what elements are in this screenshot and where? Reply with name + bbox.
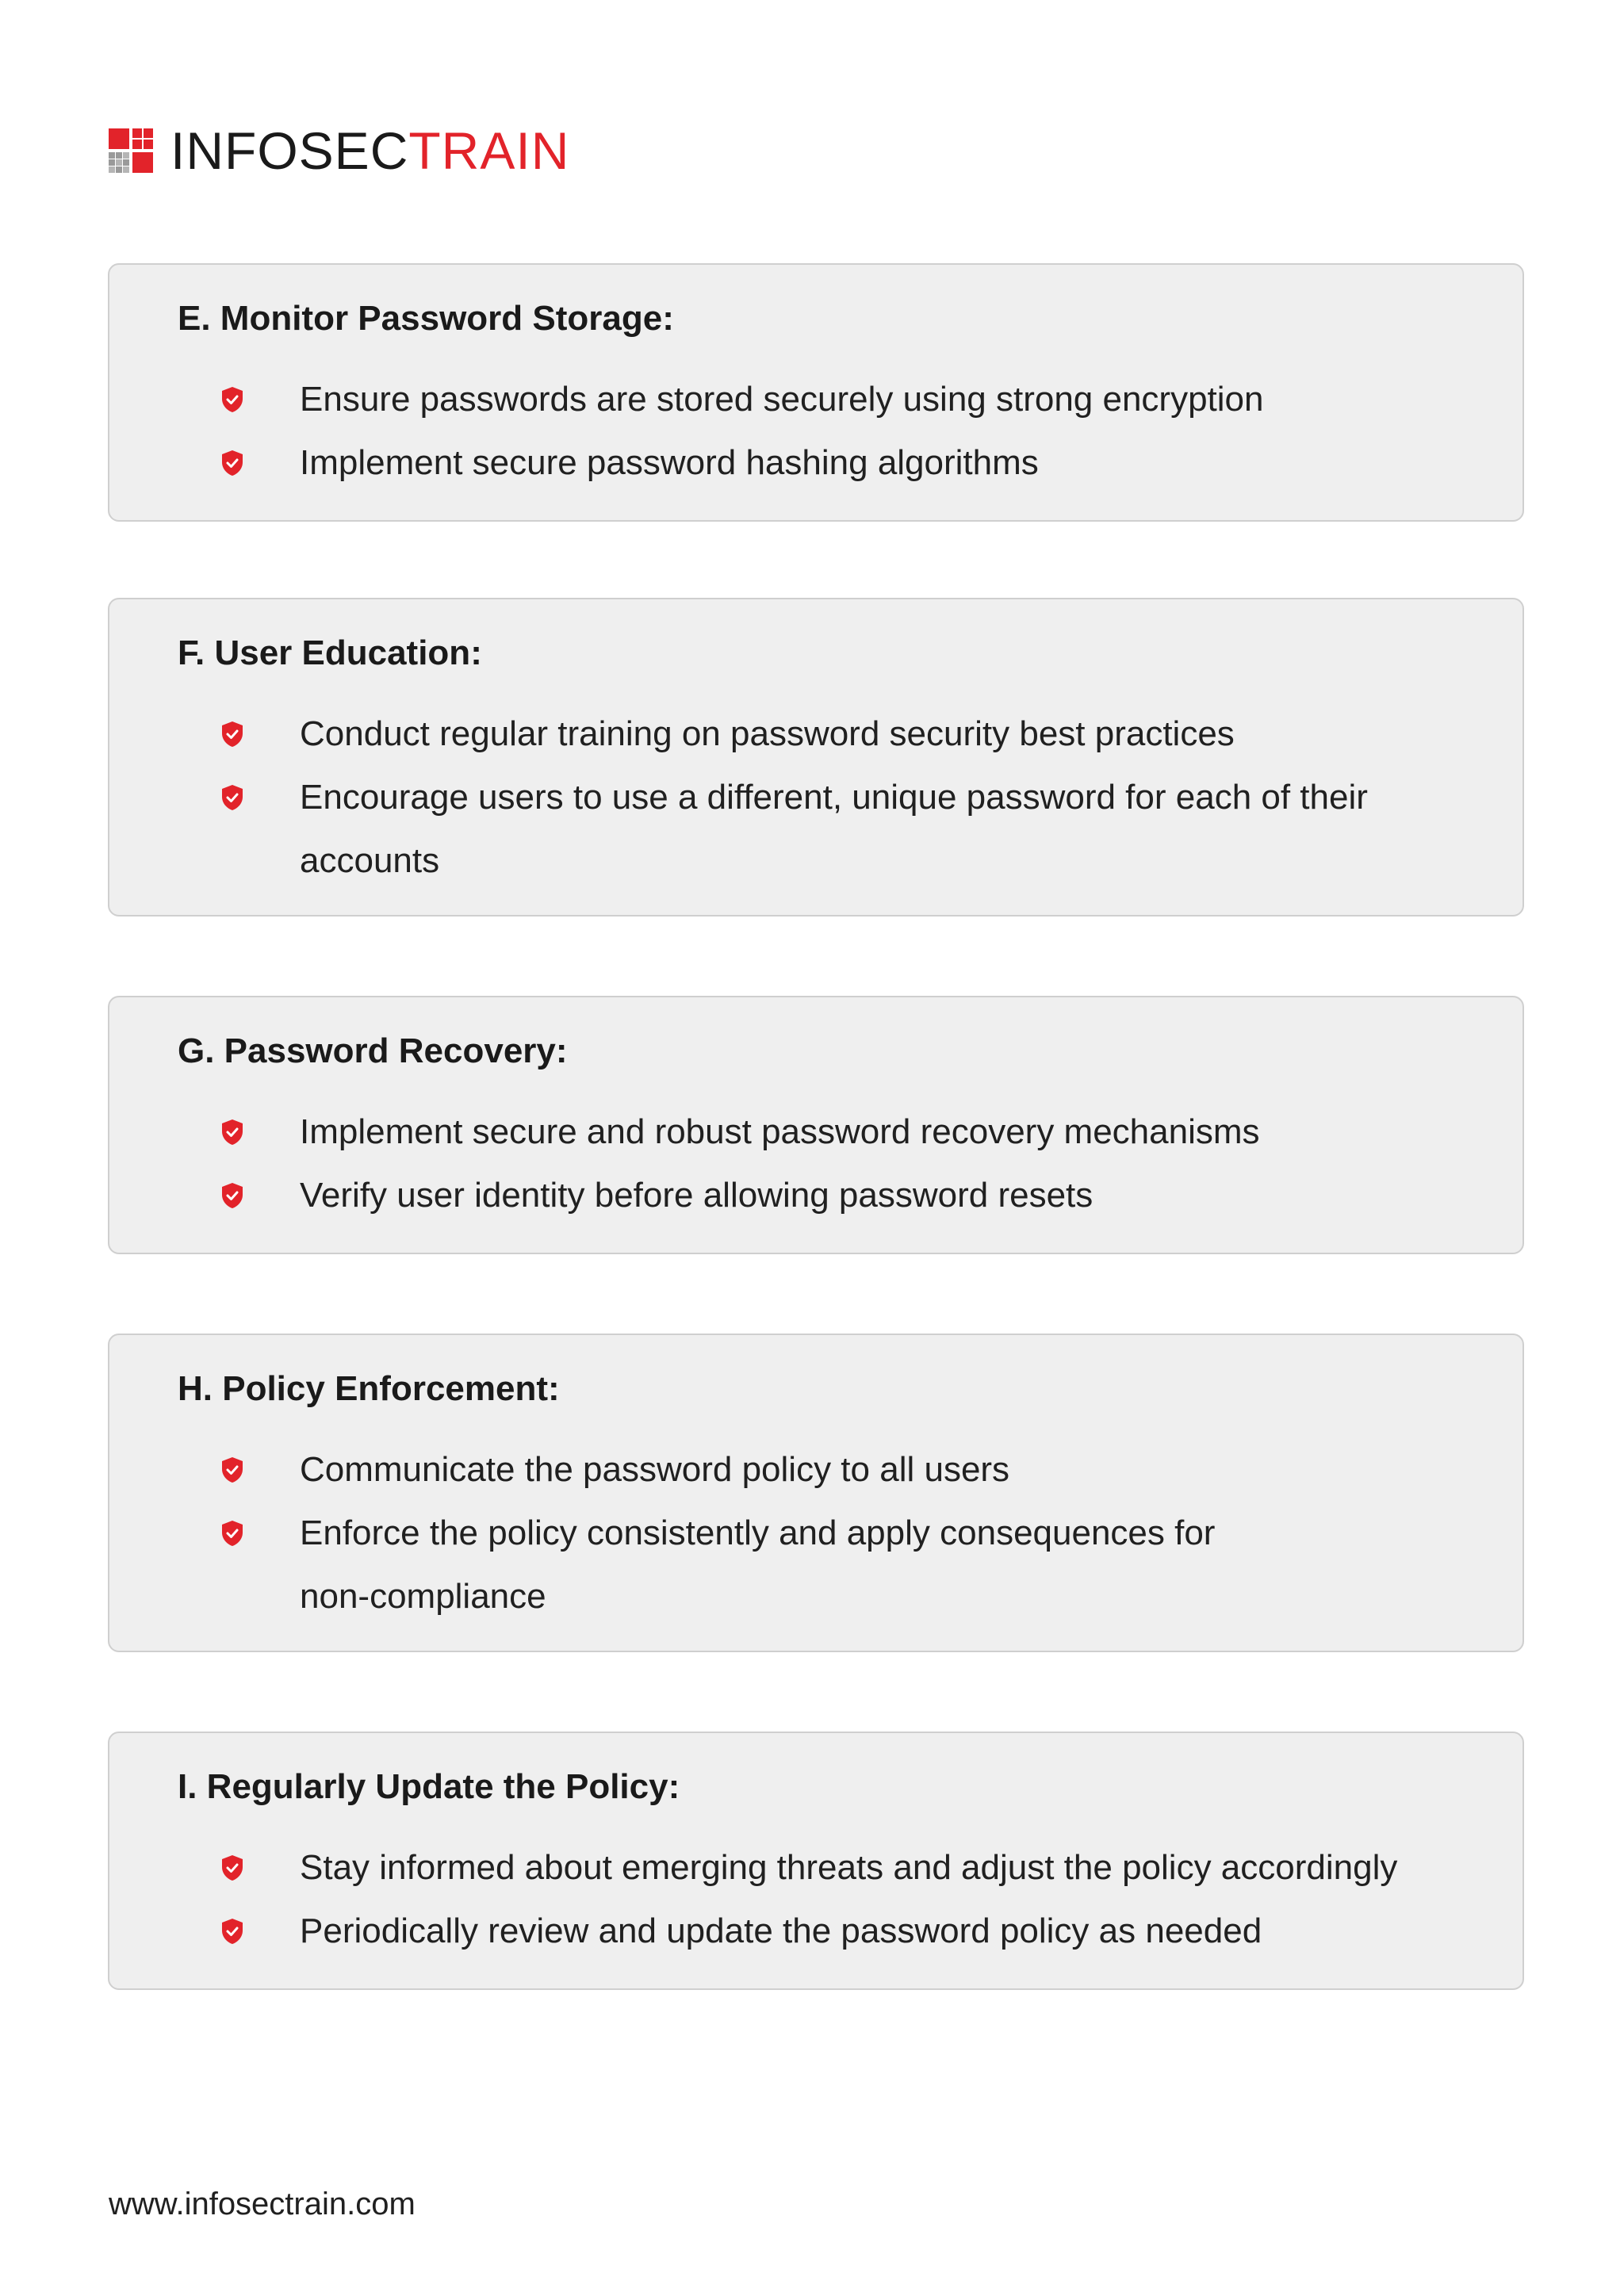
list-item-text: Encourage users to use a different, unique password for each of their accounts	[300, 778, 1368, 880]
list-item-text: Periodically review and update the password policy as needed	[300, 1911, 1262, 1950]
bullet-list	[109, 368, 1522, 495]
list-item-text: Enforce the policy consistently and apply consequences for non-compliance	[300, 1513, 1216, 1616]
list-item-text: Conduct regular training on password security best practices	[300, 714, 1235, 753]
list-item-text: Communicate the password policy to all users	[300, 1450, 1010, 1489]
list-item	[109, 1100, 1522, 1164]
list-item	[109, 766, 1522, 893]
section-card	[108, 1334, 1524, 1652]
logo-grid-icon	[109, 128, 153, 173]
brand-name-part1: INFOSEC	[170, 121, 409, 180]
brand-name-part2: TRAIN	[408, 121, 570, 180]
shield-check-icon	[220, 1182, 244, 1209]
shield-check-icon	[220, 1854, 244, 1881]
section-title: I. Regularly Update the Policy:	[178, 1767, 680, 1806]
section-title: G. Password Recovery:	[178, 1031, 568, 1070]
brand-name	[170, 121, 570, 180]
bullet-list	[109, 1100, 1522, 1227]
list-item-text: Ensure passwords are stored securely using strong encryption	[300, 380, 1264, 419]
shield-check-icon	[220, 721, 244, 748]
shield-check-icon	[220, 386, 244, 413]
section-card	[108, 1732, 1524, 1990]
shield-check-icon	[220, 450, 244, 476]
list-item	[109, 1438, 1522, 1502]
bullet-list	[109, 702, 1522, 893]
shield-check-icon	[220, 1456, 244, 1483]
section-card	[108, 598, 1524, 916]
shield-check-icon	[220, 1918, 244, 1945]
section-title: H. Policy Enforcement:	[178, 1369, 560, 1408]
bullet-list	[109, 1438, 1522, 1628]
brand-logo	[109, 121, 570, 180]
list-item	[109, 702, 1522, 766]
bullet-list	[109, 1836, 1522, 1963]
section-title: F. User Education:	[178, 633, 482, 672]
list-item-text: Stay informed about emerging threats and adjust the policy accordingly	[300, 1848, 1398, 1887]
footer-website-link[interactable]: www.infosectrain.com	[109, 2187, 416, 2221]
list-item	[109, 368, 1522, 431]
list-item	[109, 1836, 1522, 1900]
list-item-text: Verify user identity before allowing password resets	[300, 1176, 1094, 1215]
list-item	[109, 1900, 1522, 1963]
list-item	[109, 1502, 1522, 1628]
list-item-text: Implement secure password hashing algorithms	[300, 443, 1039, 482]
shield-check-icon	[220, 1119, 244, 1146]
list-item-text: Implement secure and robust password recovery mechanisms	[300, 1112, 1260, 1151]
shield-check-icon	[220, 1520, 244, 1547]
section-card	[108, 996, 1524, 1254]
shield-check-icon	[220, 784, 244, 811]
list-item	[109, 1164, 1522, 1227]
list-item	[109, 431, 1522, 495]
section-title: E. Monitor Password Storage:	[178, 299, 674, 338]
section-card	[108, 263, 1524, 522]
